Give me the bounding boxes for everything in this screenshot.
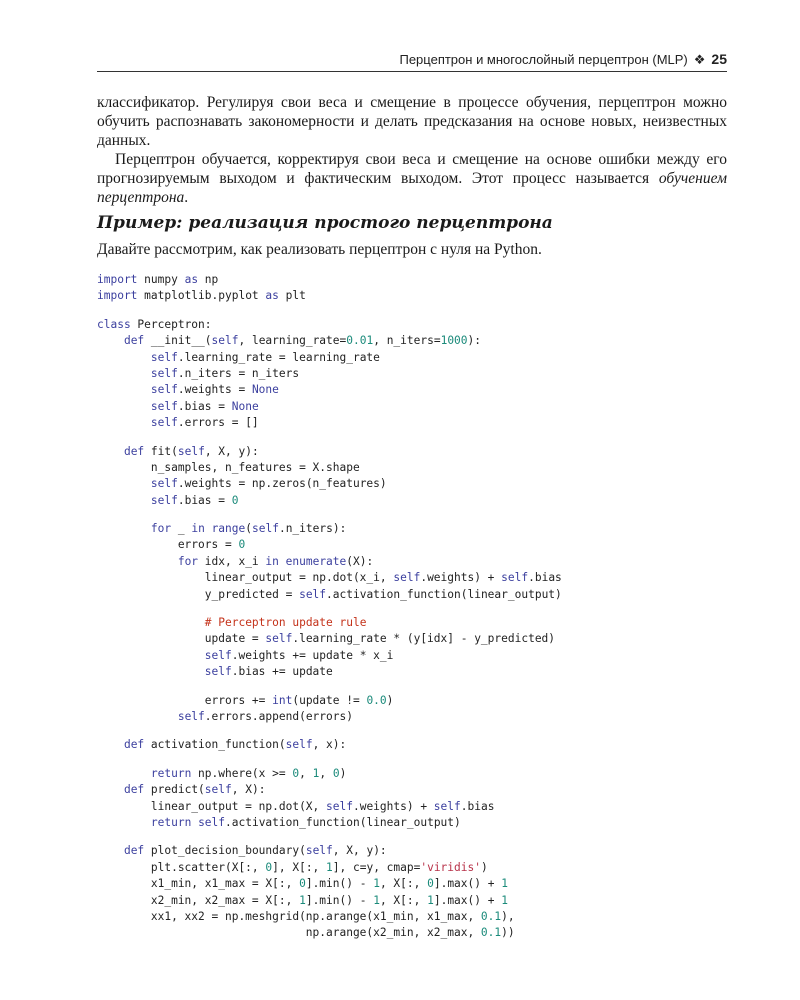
- code-line: self.learning_rate = learning_rate: [150, 350, 380, 364]
- code-line: [97, 681, 737, 693]
- code-line: import matplotlib.pyplot as plt: [97, 289, 306, 303]
- code-line: return self.activation_function(linear_output): [150, 815, 461, 829]
- code-line: x1_min, x1_max = X[:, 0].min() - 1, X[:, 0].max() + 1: [97, 877, 508, 891]
- paragraph-2-text: Перцептрон обучается, корректируя свои веса и смещение на основе ошибки между его прогнозируемым выходом и фактическим выходом. Этот процесс называется: [97, 151, 727, 187]
- code-line: y_predicted = self.activation_function(linear_output): [97, 587, 562, 601]
- code-line: errors = 0: [97, 538, 246, 552]
- header-rule: [97, 71, 727, 72]
- code-line: xx1, xx2 = np.meshgrid(np.arange(x1_min, x1_max, 0.1),: [97, 909, 515, 923]
- code-line: plt.scatter(X[:, 0], X[:, 1], c=y, cmap='viridis'): [97, 860, 488, 874]
- ornament-icon: ❖: [693, 52, 706, 67]
- code-line: return np.where(x >= 0, 1, 0): [150, 766, 347, 780]
- code-line: def activation_function(self, x):: [123, 738, 347, 752]
- code-line: x2_min, x2_max = X[:, 1].min() - 1, X[:, 1].max() + 1: [97, 893, 508, 907]
- code-line: np.arange(x2_min, x2_max, 0.1)): [97, 926, 515, 940]
- code-line: linear_output = np.dot(X, self.weights) + self.bias: [97, 799, 495, 813]
- paragraph-2: [97, 150, 727, 207]
- code-line: n_samples, n_features = X.shape: [97, 460, 360, 474]
- code-line: def fit(self, X, y):: [123, 444, 259, 458]
- code-line: [97, 509, 737, 521]
- code-line: def predict(self, X):: [123, 783, 266, 797]
- running-header: [97, 51, 727, 71]
- code-line: update = self.learning_rate * (y[idx] - y_predicted): [97, 632, 556, 646]
- code-line: self.errors.append(errors): [177, 709, 353, 723]
- code-line: def plot_decision_boundary(self, X, y):: [123, 844, 387, 858]
- page-number: 25: [711, 51, 727, 67]
- code-line: # Perceptron update rule: [204, 616, 367, 630]
- code-line: self.weights = np.zeros(n_features): [150, 477, 387, 491]
- code-line: for _ in range(self.n_iters):: [150, 522, 347, 536]
- code-line: self.n_iters = n_iters: [150, 366, 300, 380]
- code-line: self.bias = 0: [150, 493, 239, 507]
- code-line: [97, 305, 737, 317]
- body-text: [97, 93, 727, 207]
- paragraph-2-end: .: [184, 189, 189, 206]
- code-line: self.bias += update: [204, 665, 333, 679]
- code-line: self.errors = []: [150, 416, 259, 430]
- code-line: def __init__(self, learning_rate=0.01, n_iters=1000):: [123, 334, 482, 348]
- paragraph-2-term: обучением перцептрона: [97, 170, 727, 206]
- code-line: [97, 432, 737, 444]
- section-intro: Давайте рассмотрим, как реализовать перцептрон с нуля на Python.: [97, 241, 542, 258]
- code-line: [97, 754, 737, 766]
- code-line: class Perceptron:: [97, 317, 212, 331]
- code-line: self.weights = None: [150, 383, 279, 397]
- code-line: errors += int(update != 0.0): [97, 693, 394, 707]
- code-line: import numpy as np: [97, 273, 219, 286]
- code-line: [97, 831, 737, 843]
- code-line: self.weights += update * x_i: [204, 648, 394, 662]
- paragraph-1: классификатор. Регулируя свои веса и смещение в процессе обучения, перцептрон можно обучить распознавать закономерности и делать предсказания на основе новых, неизвестных данных.: [97, 94, 727, 149]
- code-line: [97, 603, 737, 615]
- code-line: [97, 725, 737, 737]
- code-line: self.bias = None: [150, 399, 259, 413]
- code-listing: [97, 272, 737, 942]
- code-line: linear_output = np.dot(x_i, self.weights) + self.bias: [97, 571, 562, 585]
- section-heading: Пример: реализация простого перцептрона: [97, 213, 553, 233]
- running-title: Перцептрон и многослойный перцептрон (MLP): [399, 52, 688, 67]
- code-line: for idx, x_i in enumerate(X):: [177, 554, 374, 568]
